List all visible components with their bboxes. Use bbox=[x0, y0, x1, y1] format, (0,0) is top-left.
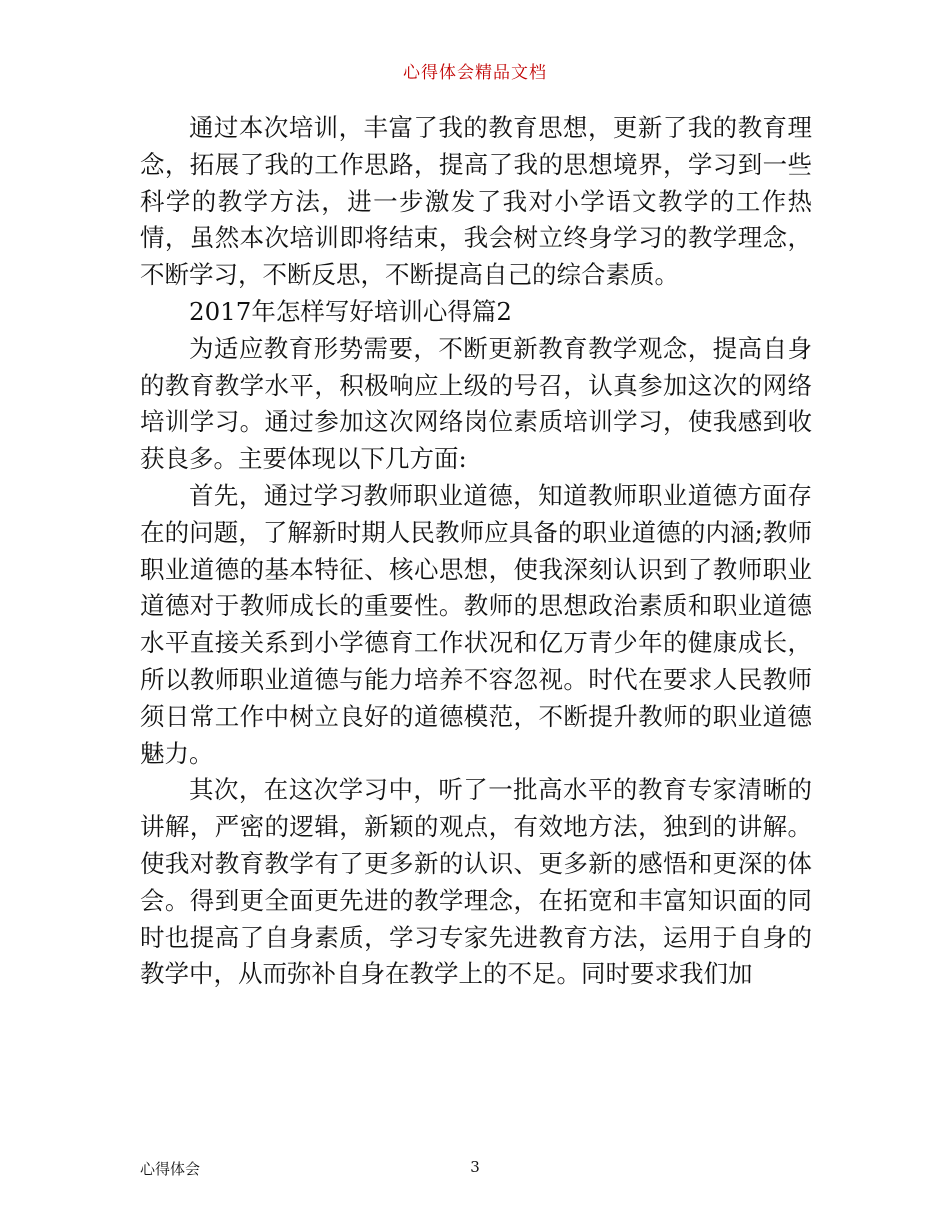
page-number: 3 bbox=[470, 1158, 480, 1176]
footer-label: 心得体会 bbox=[140, 1160, 201, 1178]
section-heading: 2017年怎样写好培训心得篇2 bbox=[189, 296, 512, 326]
paragraph-first-point: 首先，通过学习教师职业道德，知道教师职业道德方面存在的问题，了解新时期人民教师应具备的职业道德的内涵;教师职业道德的基本特征、核心思想，使我深刻认识到了教师职业道德对于教师成长的重要性。教师的思想政治素质和职业道德水平直接关系到小学德育工作状况和亿万青少年的健康成长，所以教师职业道德与能力培养不容忽视。时代在要求人民教师须日常工作中树立良好的道德模范，不断提升教师的职业道德魅力。 bbox=[140, 480, 812, 768]
paragraph-training-overview: 为适应教育形势需要，不断更新教育教学观念，提高自身的教育教学水平，积极响应上级的号召，认真参加这次的网络培训学习。通过参加这次网络岗位素质培训学习，使我感到收获良多。主要体现以下几方面: bbox=[140, 333, 812, 474]
paragraph-second-point: 其次，在这次学习中，听了一批高水平的教育专家清晰的讲解，严密的逻辑，新颖的观点，有效地方法，独到的讲解。使我对教育教学有了更多新的认识、更多新的感悟和更深的体会。得到更全面更先进的教学理念，在拓宽和丰富知识面的同时也提高了自身素质，学习专家先进教育方法，运用于自身的教学中，从而弥补自身在教学上的不足。同时要求我们加 bbox=[140, 775, 812, 989]
page-header-title: 心得体会精品文档 bbox=[403, 63, 547, 83]
document-body bbox=[140, 110, 812, 993]
paragraph-intro-summary: 通过本次培训，丰富了我的教育思想，更新了我的教育理念，拓展了我的工作思路，提高了我的思想境界，学习到一些科学的教学方法，进一步激发了我对小学语文教学的工作热情，虽然本次培训即将结束，我会树立终身学习的教学理念，不断学习，不断反思，不断提高自己的综合素质。 bbox=[140, 113, 812, 290]
